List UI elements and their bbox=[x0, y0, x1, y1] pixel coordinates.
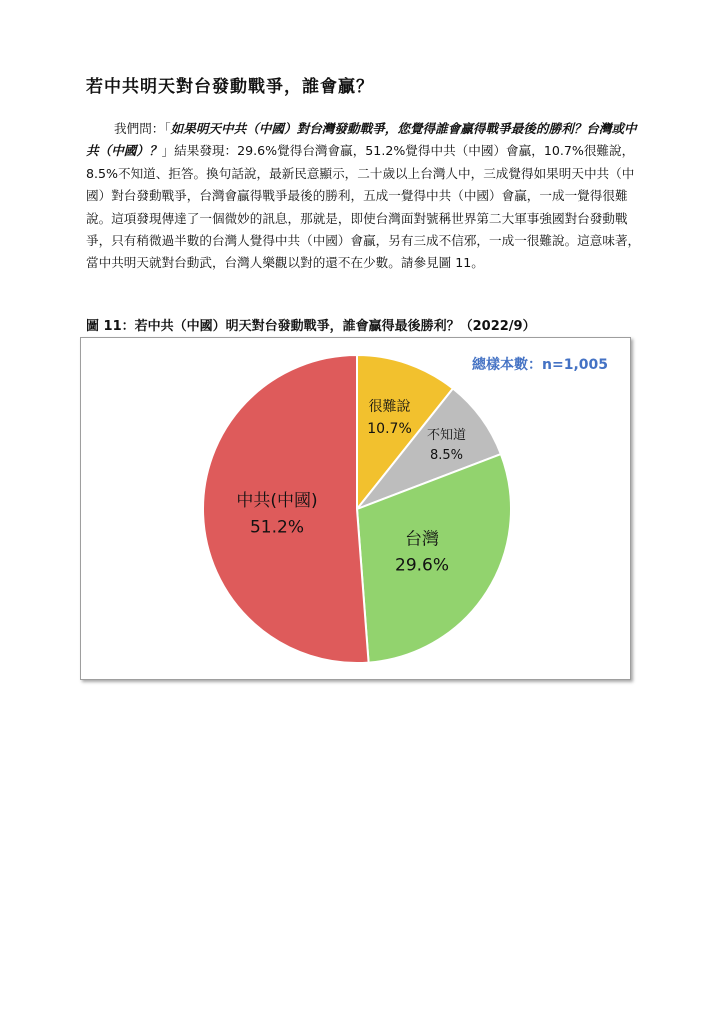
paragraph-lead: 我們問：「 bbox=[114, 121, 171, 136]
slice-value-label: 8.5% bbox=[429, 448, 464, 464]
pie-chart bbox=[81, 338, 630, 679]
survey-question: 如果明天中共（中國）對台灣發動戰爭，您覺得誰會贏得戰爭最後的勝利？台灣或中共（中國）？ bbox=[86, 121, 637, 159]
article-heading: 若中共明天對台發動戰爭，誰會贏？ bbox=[86, 77, 374, 97]
sample-size-label: 總樣本數：n=1,005 bbox=[472, 357, 608, 373]
slice-name-label: 中共(中國) bbox=[236, 491, 318, 512]
figure-caption: 圖 11：若中共（中國）明天對台發動戰爭，誰會贏得最後勝利？（2022/9） bbox=[86, 319, 536, 334]
slice-value-label: 51.2% bbox=[249, 517, 304, 538]
slice-name-label: 台灣 bbox=[405, 529, 440, 550]
slice-name-label: 不知道 bbox=[426, 427, 467, 443]
body-paragraph bbox=[86, 118, 646, 275]
pie-chart-frame bbox=[80, 337, 631, 680]
paragraph-findings: 」結果發現：29.6%覺得台灣會贏，51.2%覺得中共（中國）會贏，10.7%很難說，8.5%不知道、拒答。換句話說，最新民意顯示，二十歲以上台灣人中，三成覺得如果明天中共（中國）對台發動戰爭，台灣會贏得戰爭最後的勝利，五成一覺得中共（中國）會贏，一成一覺得很難說。這項發現傳達了一個微妙的訊息，那就是，即使台灣面對號稱世界第二大軍事強國對台發動戰爭，只有稍微過半數的台灣人覺得中共（中國）會贏，另有三成不信邪，一成一很難說。這意味著，當中共明天就對台動武，台灣人樂觀以對的還不在少數。請參見圖 11。 bbox=[86, 143, 641, 271]
slice-name-label: 很難說 bbox=[368, 399, 411, 416]
slice-value-label: 10.7% bbox=[367, 420, 412, 437]
slice-value-label: 29.6% bbox=[395, 555, 450, 576]
